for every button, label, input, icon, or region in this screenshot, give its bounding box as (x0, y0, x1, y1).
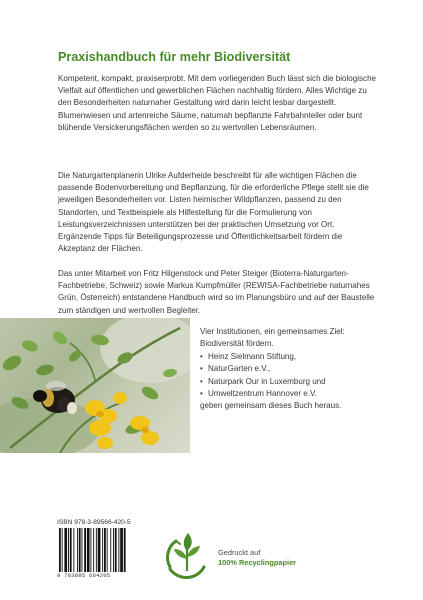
barcode-bar (107, 528, 108, 572)
list-item: • Heinz Sielmann Stiftung, (200, 351, 390, 363)
barcode-bar (118, 528, 119, 572)
barcode-bar (113, 528, 114, 572)
partners-intro: Vier Institutionen, ein gemeinsames Ziel: (200, 327, 345, 336)
barcode-bar (124, 528, 126, 572)
barcode-block (57, 519, 149, 579)
barcode-bar (96, 528, 97, 572)
partners-list (200, 351, 390, 401)
barcode-bar (79, 528, 81, 572)
barcode-bar (77, 528, 78, 572)
barcode-bar (73, 528, 74, 572)
recycling-paper-label: 100% Recyclingpapier (218, 558, 297, 567)
barcode-bar (70, 528, 72, 572)
list-item: • Naturpark Our in Luxemburg und (200, 376, 390, 388)
recycling-leaf-icon (162, 527, 212, 583)
barcode-bar (93, 528, 94, 572)
isbn-text: ISBN 978-3-89566-420-5 (57, 519, 131, 526)
barcode-bar (110, 528, 111, 572)
printed-line: Gedruckt auf (218, 548, 261, 557)
intro-paragraph: Kompetent, kompakt, praxiserprobt. Mit dem vorliegenden Buch lässt sich die biologische Vielfalt auf öffentlichen und gewerblichen Flächen nachhaltig fördern. Alles Wichtige zu den Besonderheiten naturnaher Gestaltung wird darin leicht lesbar dargestellt. Blumenwiesen und artenreiche Säume, naturnah bepflanzte Fahrbahnteiler oder bunt blühende Versickerungsflächen werden so zu wertvollen Lebensräumen. (58, 74, 377, 132)
bumblebee-on-yellow-flower-photo (0, 318, 190, 453)
barcode-bar (120, 528, 123, 572)
barcode-bar (64, 528, 67, 572)
partners-outro: geben gemeinsam dieses Buch heraus. (200, 401, 342, 411)
author-paragraph: Die Naturgartenplanerin Ulrike Aufderheide beschreibt für alle wichtigen Flächen die passende Bodenvorbereitung und Bepflanzung, für die erforderliche Pflege stellt sie die jeweiligen Besonderheiten vor. Listen heimischer Wildpflanzen, passend zu den Standorten, und Textbeispiele als Hilfestellung für die Formulierung von Leistungsverzeichnissen unterstützen bei der praktischen Umsetzung vor Ort. Ergänzende Tipps für Beteiligungsprozesse und Öffentlichkeitsarbeit fördern die Akzeptanz der Flächen. (58, 171, 369, 254)
barcode-icon (57, 528, 149, 572)
page-title: Praxishandbuch für mehr Biodiversität (58, 50, 291, 64)
barcode-bar (59, 528, 61, 572)
list-item: • Umweltzentrum Hannover e.V. (200, 388, 390, 400)
printed-note (218, 548, 296, 568)
barcode-bar (98, 528, 101, 572)
barcode-number: 9 783895 664205 (57, 572, 111, 579)
barcode-bar (68, 528, 69, 572)
barcode-bar (91, 528, 92, 572)
list-item: • NaturGarten e.V., (200, 363, 390, 375)
barcode-bar (62, 528, 63, 572)
barcode-bar (102, 528, 103, 572)
barcode-bar (82, 528, 83, 572)
barcode-bar (115, 528, 117, 572)
partners-block (200, 326, 390, 413)
barcode-bar (104, 528, 106, 572)
barcode-bar (84, 528, 86, 572)
contributors-paragraph: Das unter Mitarbeit von Fritz Hilgenstock und Peter Steiger (Bioterra-Naturgarten-Fachbetriebe, Schweiz) sowie Markus Kumpfmüller (REWISA-Fachbetriebe naturnahes Grün, Österreich) entstandene Handbuch wird so im Planungsbüro und auf der Baustelle zum ständigen und wertvollen Begleiter. (58, 269, 375, 315)
barcode-bar (87, 528, 90, 572)
partners-goal: Biodiversität fördern. (200, 339, 274, 349)
